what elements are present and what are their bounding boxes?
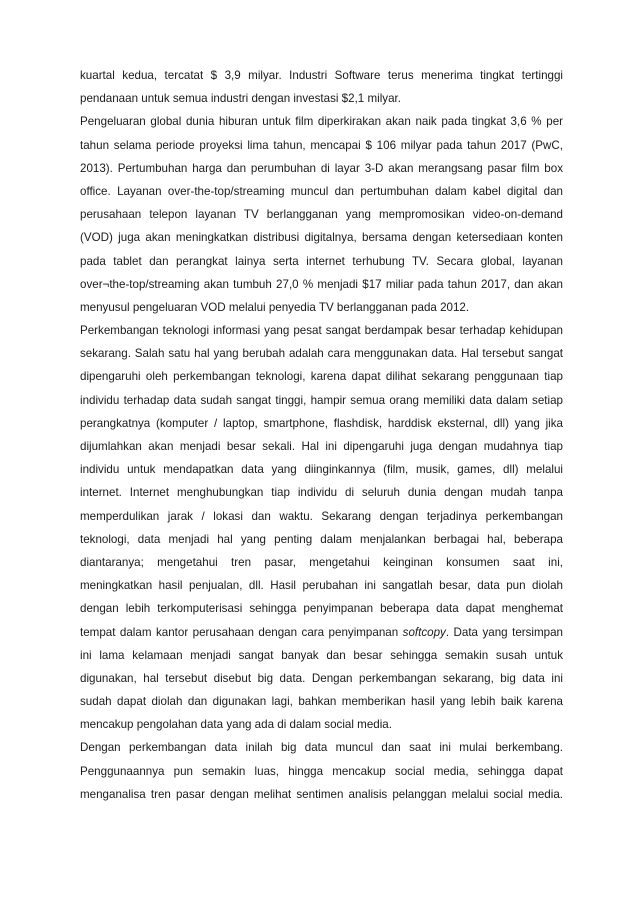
text-line: dengan lebih terkomputerisasi sehingga penyimpanan beberapa data dapat menghemat [80, 602, 563, 616]
text-line: individu untuk mendapatkan data yang diinginkannya (film, musik, games, dll) melalui [80, 463, 563, 477]
text-line: 2013). Pertumbuhan harga dan perumbuhan di layar 3-D akan merangsang pasar film box [80, 161, 563, 175]
text-line: Penggunaannya pun semakin luas, hingga mencakup social media, sehingga dapat [80, 764, 563, 778]
document-page [80, 64, 563, 806]
text-line: pada tablet dan perangkat lainya serta internet terhubung TV. Secara global, layanan [80, 254, 563, 268]
text-line: kuartal kedua, tercatat $ 3,9 milyar. Industri Software terus menerima tingkat tertinggi [80, 69, 563, 82]
text-line: dipengaruhi oleh perkembangan teknologi, karena dapat dilihat sekarang penggunaan tiap [80, 370, 563, 384]
text-line: dijumlahkan akan menjadi besar sekali. Hal ini dipengaruhi juga dengan mudahnya tiap [80, 440, 563, 453]
text-line: teknologi, data menjadi hal yang penting dalam menjalankan berbagai hal, beberapa [80, 532, 563, 546]
text-line: menganalisa tren pasar dengan melihat sentimen analisis pelanggan melalui social media. [80, 787, 563, 801]
text-line: internet. Internet menghubungkan tiap individu di seluruh dunia dengan mudah tanpa [80, 486, 563, 500]
italic-term: softcopy [402, 625, 446, 639]
text-line: ini lama kelamaan menjadi sangat banyak dan besar sehingga semakin susah untuk [80, 648, 563, 662]
text-line: office. Layanan over-the-top/streaming muncul dan pertumbuhan dalam kabel digital dan [80, 184, 563, 198]
text-line: mencakup pengolahan data yang ada di dalam social media. [80, 718, 392, 732]
text-line: memperdulikan jarak / lokasi dan waktu. Sekarang dengan terjadinya perkembangan [80, 509, 563, 523]
text-line: meningkatkan hasil penjualan, dll. Hasil perubahan ini sangatlah besar, data pun diolah [80, 579, 563, 593]
text-line: sekarang. Salah satu hal yang berubah adalah cara menggunakan data. Hal tersebut sangat [80, 347, 563, 361]
text-line: sudah dapat diolah dan digunakan lagi, bahkan memberikan hasil yang lebih baik karena [80, 695, 563, 709]
text-line: tahun selama periode proyeksi lima tahun, mencapai $ 106 milyar pada tahun 2017 (PwC, [80, 138, 563, 152]
text-line: individu terhadap data sudah sangat tinggi, hampir semua orang memiliki data dalam setiap [80, 393, 563, 407]
text-line: Pengeluaran global dunia hiburan untuk film diperkirakan akan naik pada tingkat 3,6 % per [80, 115, 563, 129]
text-line: diantaranya; mengetahui tren pasar, mengetahui keinginan konsumen saat ini, [80, 555, 563, 569]
text-line: (VOD) juga akan meningkatkan distribusi digitalnya, bersama dengan ketersediaan konten [80, 231, 563, 245]
text-span: . Data yang tersimpan [445, 625, 563, 639]
text-line: over¬the-top/streaming akan tumbuh 27,0 % menjadi $17 miliar pada tahun 2017, dan akan [80, 277, 563, 291]
text-line: menyusul pengeluaran VOD melalui penyedia TV berlangganan pada 2012. [80, 300, 470, 314]
text-line: digunakan, hal tersebut disebut big data. Dengan perkembangan sekarang, big data ini [80, 671, 563, 685]
text-line-with-italic [80, 621, 563, 644]
text-line: pendanaan untuk semua industri dengan investasi $2,1 milyar. [80, 92, 401, 106]
text-line: Perkembangan teknologi informasi yang pesat sangat berdampak besar terhadap kehidupan [80, 324, 563, 338]
text-line: Dengan perkembangan data inilah big data muncul dan saat ini mulai berkembang. [80, 741, 563, 755]
text-line: perangkatnya (komputer / laptop, smartphone, flashdisk, harddisk eksternal, dll) yang jika [80, 416, 563, 430]
text-span: tempat dalam kantor perusahaan dengan cara penyimpanan [80, 625, 403, 639]
text-line: perusahaan telepon layanan TV berlangganan yang mempromosikan video-on-demand [80, 208, 563, 222]
